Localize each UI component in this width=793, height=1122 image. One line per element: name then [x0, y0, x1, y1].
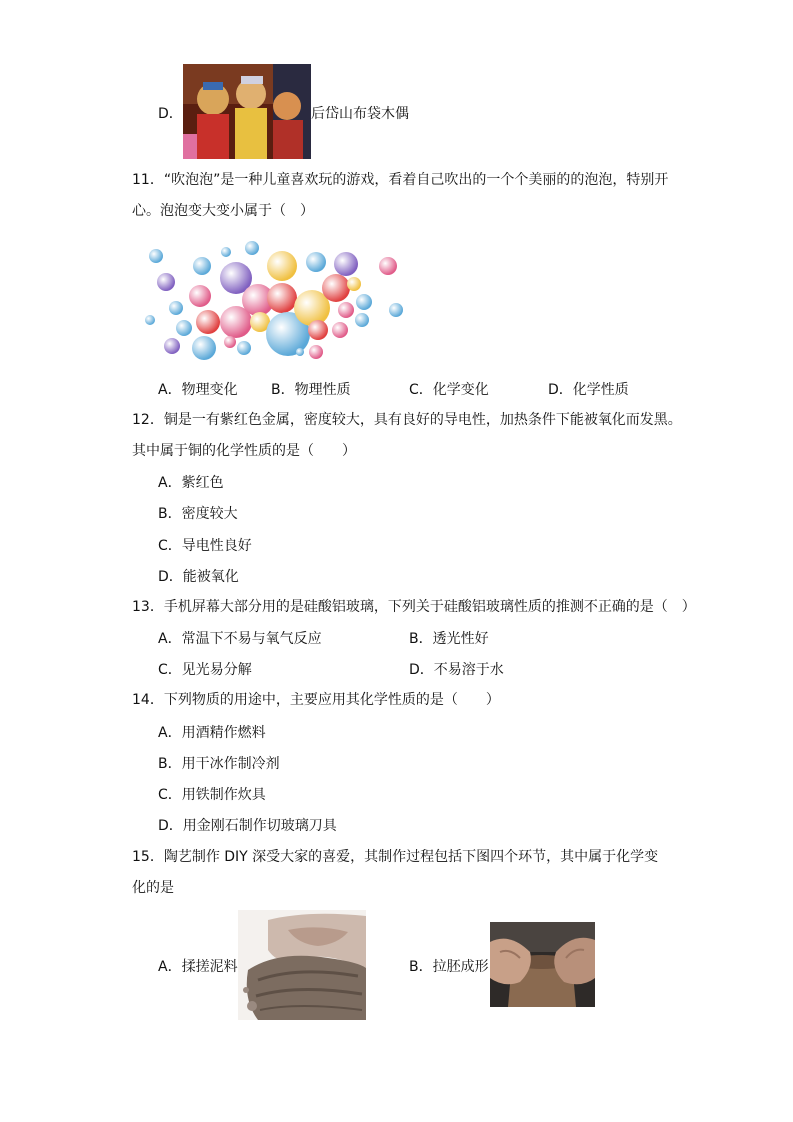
puppet-image	[183, 64, 311, 159]
q10-option-d-label: D．	[158, 106, 183, 122]
q15-stem-line1: 15．陶艺制作 DIY 深受大家的喜爱，其制作过程包括下图四个环节，其中属于化学变	[132, 849, 659, 865]
q15-stem-line2: 化的是	[132, 880, 174, 896]
q11-option-b[interactable]: B．物理性质	[271, 382, 351, 398]
q11-option-c[interactable]: C．化学变化	[409, 382, 489, 398]
q14-option-a[interactable]: A．用酒精作燃料	[158, 725, 266, 741]
q11-option-a[interactable]: A．物理变化	[158, 382, 238, 398]
q13-option-a[interactable]: A．常温下不易与氧气反应	[158, 631, 322, 647]
q12-option-a[interactable]: A．紫红色	[158, 475, 224, 491]
throwing-pottery-image	[490, 922, 595, 1007]
q13-option-c[interactable]: C．见光易分解	[158, 662, 252, 678]
kneading-clay-image	[238, 910, 366, 1020]
q12-option-d[interactable]: D．能被氧化	[158, 569, 239, 585]
bubbles-image	[140, 238, 410, 364]
q13-option-d[interactable]: D．不易溶于水	[409, 662, 504, 678]
q12-option-c[interactable]: C．导电性良好	[158, 538, 252, 554]
q15-option-a[interactable]: A．揉搓泥料	[158, 959, 238, 975]
q12-stem-line1: 12．铜是一有紫红色金属，密度较大，具有良好的导电性，加热条件下能被氧化而发黑。	[132, 412, 682, 428]
q14-option-b[interactable]: B．用干冰作制冷剂	[158, 756, 280, 772]
q13-stem-line1: 13．手机屏幕大部分用的是硅酸铝玻璃，下列关于硅酸铝玻璃性质的推测不正确的是（ ）	[132, 599, 696, 615]
q15-option-b[interactable]: B．拉胚成形	[409, 959, 489, 975]
q14-stem-line1: 14．下列物质的用途中，主要应用其化学性质的是（ ）	[132, 692, 500, 708]
q13-option-b[interactable]: B．透光性好	[409, 631, 489, 647]
q14-option-c[interactable]: C．用铁制作炊具	[158, 787, 266, 803]
q14-option-d[interactable]: D．用金刚石制作切玻璃刀具	[158, 818, 337, 834]
q10-option-d-text: 后岱山布袋木偶	[311, 106, 409, 122]
q12-stem-line2: 其中属于铜的化学性质的是（ ）	[132, 443, 356, 459]
q11-stem-line2: 心。泡泡变大变小属于（ ）	[132, 203, 314, 219]
q12-option-b[interactable]: B．密度较大	[158, 506, 238, 522]
q11-stem-line1: 11．“吹泡泡”是一种儿童喜欢玩的游戏，看着自己吹出的一个个美丽的的泡泡，特别开	[132, 172, 669, 188]
q11-option-d[interactable]: D．化学性质	[548, 382, 629, 398]
